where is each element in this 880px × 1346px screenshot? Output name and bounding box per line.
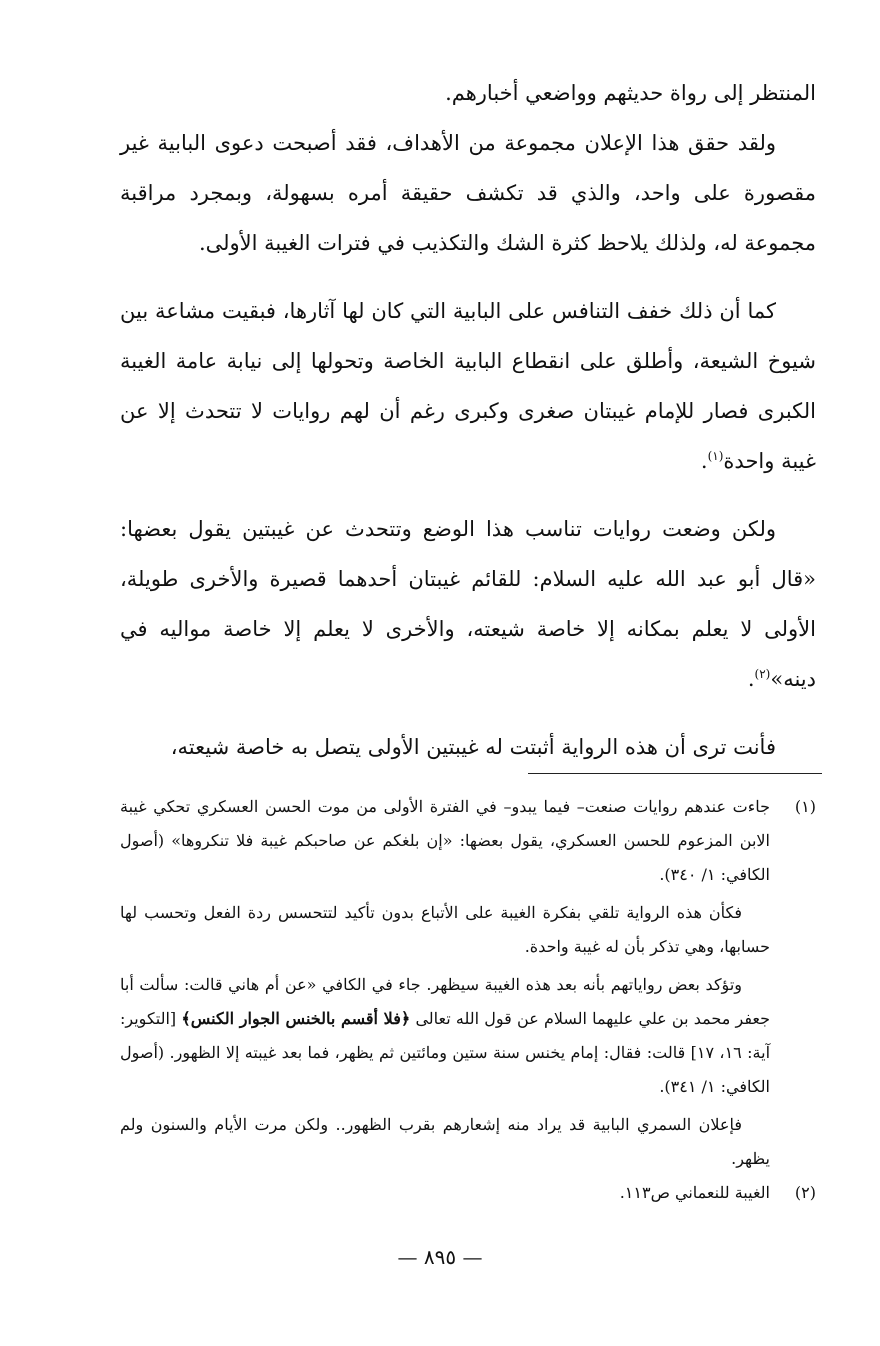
paragraph-4-text: ولكن وضعت روايات تناسب هذا الوضع وتتحدث عن غيبتين يقول بعضها: «قال أبو عبد الله عليه السلام: للقائم غيبتان أحدهما قصيرة والأخرى طويلة، الأولى لا يعلم بمكانه إلا خاصة شيعته، والأخرى لا يعلم إلا خاصة مواليه في دينه» — [120, 517, 816, 691]
footnote-1-para-c — [120, 968, 770, 1104]
paragraph-5: فأنت ترى أن هذه الرواية أثبتت له غيبتين الأولى يتصل به خاصة شيعته، — [170, 735, 776, 759]
main-text — [120, 68, 816, 772]
footnote-2-number: (٢) — [794, 1183, 816, 1202]
page-number: — ٨٩٥ — — [397, 1245, 483, 1269]
footnote-ref-2[interactable]: (٢) — [754, 667, 771, 681]
footnote-1-para-c-post: [التكوير: آية: ١٦، ١٧] قالت: فقال: إمام يخنس سنة ستين ومائتين ثم يظهر، فما بعد غيبته إلا الظهور. (أصول الكافي: ١/ ٣٤١). — [120, 1009, 771, 1096]
footnote-1-number: (١) — [794, 797, 816, 816]
footnote-1-body — [120, 790, 770, 1176]
footnote-1-para-a: جاءت عندهم روايات صنعت– فيما يبدو– في الفترة الأولى من موت الحسن العسكري تحكي غيبة الابن المزعوم للحسن العسكري، يقول بعضها: «إن بلغكم عن صاحبكم غيبة فلا تنكروها» (أصول الكافي: ١/ ٣٤٠). — [120, 797, 770, 884]
footnote-1-para-c-pre: وتؤكد بعض رواياتهم بأنه بعد هذه الغيبة سيظهر. جاء في الكافي «عن أم هاني قالت: سألت أبا جعفر محمد بن علي عليهما السلام عن قول الله تعالى — [120, 975, 771, 1028]
footnote-2-text: الغيبة للنعماني ص١١٣. — [619, 1183, 770, 1202]
paragraph-3-text: كما أن ذلك خفف التنافس على البابية التي كان لها آثارها، فبقيت مشاعة بين شيوخ الشيعة، وأطلق على انقطاع البابية الخاصة وتحولها إلى نيابة عامة الغيبة الكبرى فصار للإمام غيبتان صغرى وكبرى رغم أن لهم روايات لا تتحدث إلا عن غيبة واحدة — [120, 299, 816, 473]
paragraph-1: المنتظر إلى رواة حديثهم وواضعي أخبارهم. — [445, 81, 816, 105]
footnote-2 — [120, 1176, 816, 1210]
paragraph-3-end: . — [700, 449, 708, 473]
footnote-ref-1[interactable]: (١) — [707, 449, 724, 463]
footnote-1-para-d: فإعلان السمري البابية قد يراد منه إشعارهم بقرب الظهور.. ولكن مرت الأيام والسنون ولم يظهر. — [120, 1115, 770, 1168]
footnote-separator — [528, 773, 822, 774]
paragraph-2: ولقد حقق هذا الإعلان مجموعة من الأهداف، فقد أصبحت دعوى البابية غير مقصورة على واحد، والذي قد تكشف حقيقة أمره بسهولة، وبمجرد مراقبة مجموعة له، ولذلك يلاحظ كثرة الشك والتكذيب في فترات الغيبة الأولى. — [120, 131, 816, 255]
quran-verse: ﴿فلا أقسم بالخنس الجوار الكنس﴾ — [181, 1009, 411, 1028]
paragraph-4-end: . — [747, 667, 755, 691]
footnote-1-para-b: فكأن هذه الرواية تلقي بفكرة الغيبة على الأتباع بدون تأكيد لتتحسس ردة الفعل وتحسب لها حسابها، وهي تذكر بأن له غيبة واحدة. — [120, 903, 770, 956]
paragraph-3 — [120, 286, 816, 486]
footnotes — [120, 790, 816, 1210]
footnote-1 — [120, 790, 816, 1176]
paragraph-4 — [120, 504, 816, 704]
footnote-2-body — [120, 1176, 770, 1210]
